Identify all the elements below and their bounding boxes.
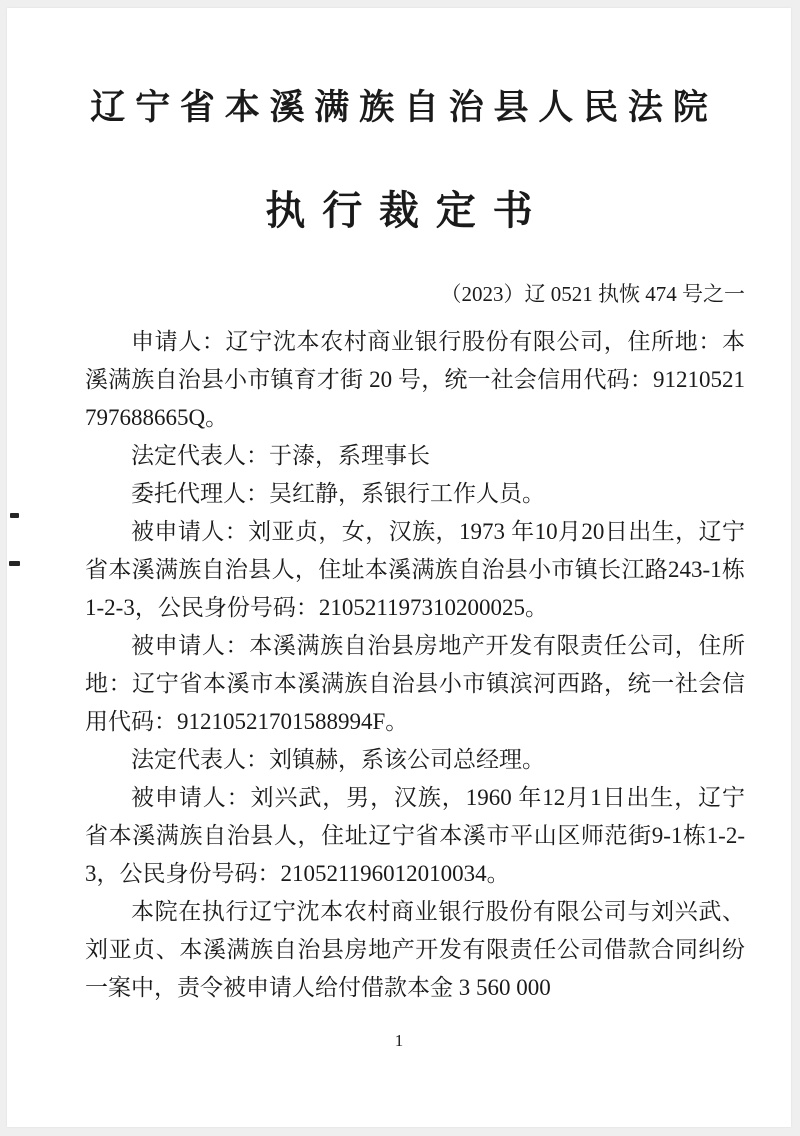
paragraph-legal-representative-bank: 法定代表人：于溙，系理事长 [131, 443, 430, 469]
page-number: 1 [394, 1031, 404, 1050]
paragraph-entrusted-agent: 委托代理人：吴红静，系银行工作人员。 [131, 481, 545, 507]
paragraph-respondent-liu-yazhen: 被申请人：刘亚贞，女，汉族，1973 年10月20日出生，辽宁省本溪满族自治县人，住址本溪满族自治县小市镇长江路243-1栋1-2-3，公民身份号码：210521197310200025。 [85, 519, 745, 621]
document-page [7, 8, 791, 1127]
paragraph-legal-representative-company: 法定代表人：刘镇赫，系该公司总经理。 [131, 747, 545, 773]
paragraph-applicant: 申请人：辽宁沈本农村商业银行股份有限公司，住所地：本溪满族自治县小市镇育才街 20 号，统一社会信用代码：91210521797688665Q。 [85, 329, 745, 431]
case-number: （2023）辽 0521 执恢 474 号之一 [440, 282, 745, 307]
scan-artifact [10, 513, 19, 518]
document-body [7, 323, 791, 1007]
paragraph-case-summary: 本院在执行辽宁沈本农村商业银行股份有限公司与刘兴武、刘亚贞、本溪满族自治县房地产开发有限责任公司借款合同纠纷一案中，责令被申请人给付借款本金 3 560 000 [85, 899, 745, 1001]
paragraph-respondent-liu-xingwu: 被申请人：刘兴武，男，汉族，1960 年12月1日出生，辽宁省本溪满族自治县人，住址辽宁省本溪市平山区师范街9-1栋1-2-3，公民身份号码：210521196012010034。 [85, 785, 745, 887]
court-name-heading: 辽宁省本溪满族自治县人民法院 [90, 88, 718, 127]
scan-artifact [9, 561, 20, 566]
paragraph-respondent-company: 被申请人：本溪满族自治县房地产开发有限责任公司，住所地：辽宁省本溪市本溪满族自治县小市镇滨河西路，统一社会信用代码：91210521701588994F。 [85, 633, 745, 735]
document-title: 执行裁定书 [265, 188, 550, 234]
